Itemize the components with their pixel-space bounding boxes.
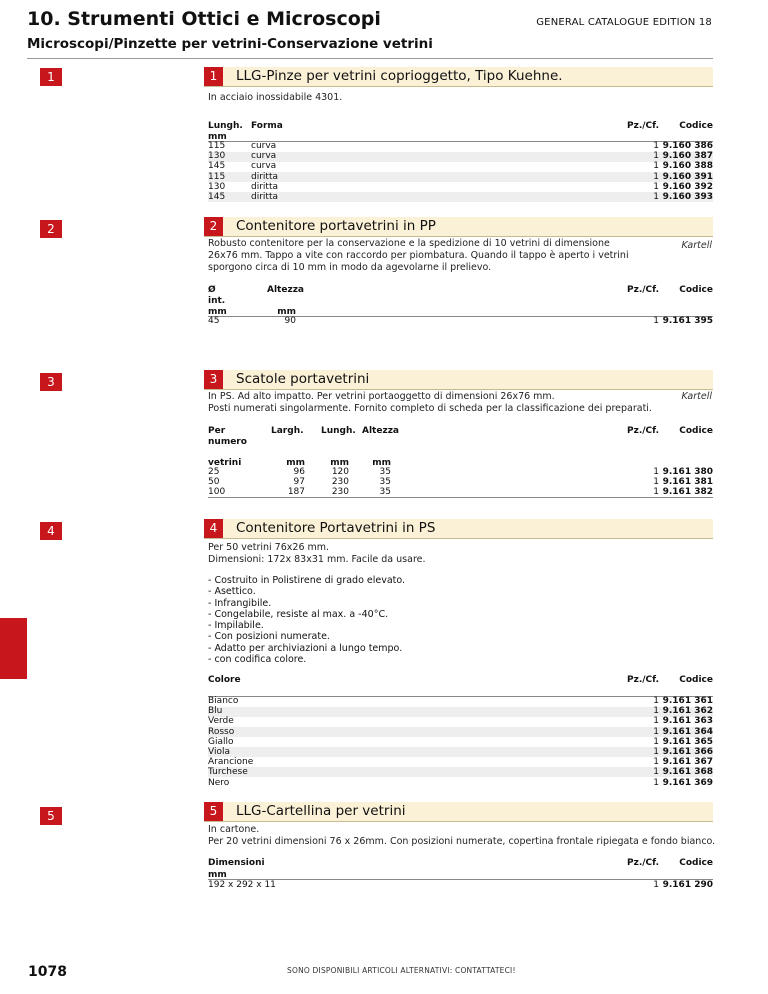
section-number: 4	[204, 519, 223, 538]
col-unit-mm: mm	[330, 458, 349, 468]
table-row: 115 diritta 1 9.160 391	[208, 171, 713, 182]
col-unit-mm: mm	[286, 458, 305, 468]
table-row: 192 x 292 x 11 1 9.161 290	[208, 880, 713, 890]
table-row: Turchese 1 9.161 368	[208, 767, 713, 778]
col-codice: Codice	[679, 675, 713, 685]
col-lungh: Lungh.	[208, 121, 243, 131]
table-row: Viola 1 9.161 366	[208, 746, 713, 757]
section-1-header	[204, 67, 713, 87]
table-1-body	[208, 141, 713, 202]
table-row: 45 90 1 9.161 395	[208, 316, 713, 326]
table-row: Bianco 1 9.161 361	[208, 696, 713, 706]
section-5-header	[204, 802, 713, 822]
image-marker-1: 1	[40, 68, 62, 86]
col-pz: Pz./Cf.	[627, 426, 659, 436]
feature-list	[208, 575, 405, 665]
table-row: 25 96 120 35 1 9.161 380	[208, 467, 713, 477]
section-number: 2	[204, 217, 223, 236]
footer-note: SONO DISPONIBILI ARTICOLI ALTERNATIVI: CONTATTATECI!	[287, 966, 516, 975]
col-pz: Pz./Cf.	[627, 285, 659, 295]
list-item: - Congelabile, resiste al max. a -40°C.	[208, 609, 405, 620]
col-altezza: Altezza	[267, 285, 305, 295]
section-1-description: In acciaio inossidabile 4301.	[208, 92, 343, 103]
col-pz: Pz./Cf.	[627, 675, 659, 685]
list-item: - Infrangibile.	[208, 598, 405, 609]
page-number: 1078	[28, 964, 67, 980]
table-row: 130 diritta 1 9.160 392	[208, 181, 713, 192]
section-5-description: In cartone. Per 20 vetrini dimensioni 76 x 26mm. Con posizioni numerate, copertina frontale ripiegata e fondo bianco.	[208, 824, 716, 847]
col-pz: Pz./Cf.	[627, 121, 659, 131]
list-item: - Impilabile.	[208, 620, 405, 631]
table-row: Giallo 1 9.161 365	[208, 736, 713, 747]
list-item: - con codifica colore.	[208, 654, 405, 665]
col-unit-mm: mm	[277, 307, 296, 317]
list-item: - Con posizioni numerate.	[208, 631, 405, 642]
col-codice: Codice	[679, 285, 713, 295]
col-codice: Codice	[679, 858, 713, 868]
section-3-description: In PS. Ad alto impatto. Per vetrini portaoggetto di dimensioni 26x76 mm. Posti numerati singolarmente. Fornito completo di scheda per la classificazione dei preparati.	[208, 391, 652, 414]
table-row: Nero 1 9.161 369	[208, 777, 713, 788]
brand-label: Kartell	[681, 240, 712, 251]
section-title: LLG-Pinze per vetrini coprioggetto, Tipo Kuehne.	[236, 68, 563, 84]
table-rule	[208, 497, 713, 498]
table-row: Verde 1 9.161 363	[208, 716, 713, 727]
image-marker-4: 4	[40, 522, 62, 540]
col-dimensioni: Dimensioni	[208, 858, 265, 868]
chapter-title: 10. Strumenti Ottici e Microscopi	[27, 8, 381, 30]
list-item: - Costruito in Polistirene di grado elevato.	[208, 575, 405, 586]
chapter-subtitle: Microscopi/Pinzette per vetrini-Conservazione vetrini	[27, 36, 433, 52]
col-int: int.	[208, 296, 226, 306]
table-row: 50 97 230 35 1 9.161 381	[208, 477, 713, 488]
section-number: 1	[204, 67, 223, 86]
section-4-header	[204, 519, 713, 539]
col-codice: Codice	[679, 121, 713, 131]
col-forma: Forma	[251, 121, 283, 131]
table-3-body	[208, 467, 713, 498]
col-unit-mm: mm	[208, 132, 227, 142]
col-largh: Largh.	[271, 426, 304, 436]
table-row: 145 curva 1 9.160 388	[208, 161, 713, 172]
table-row: 100 187 230 35 1 9.161 382	[208, 487, 713, 498]
col-vetrini: vetrini	[208, 458, 242, 468]
section-4-description: Per 50 vetrini 76x26 mm. Dimensioni: 172x 83x31 mm. Facile da usare.	[208, 542, 426, 565]
header-divider	[27, 58, 713, 59]
table-row: 115 curva 1 9.160 386	[208, 141, 713, 151]
table-row: 130 curva 1 9.160 387	[208, 151, 713, 162]
col-per: Per	[208, 426, 226, 436]
section-number: 3	[204, 370, 223, 389]
section-number: 5	[204, 802, 223, 821]
section-title: Contenitore Portavetrini in PS	[236, 520, 436, 536]
col-diam: Ø	[208, 285, 216, 295]
table-row: Rosso 1 9.161 364	[208, 726, 713, 737]
list-item: - Asettico.	[208, 586, 405, 597]
col-lungh: Lungh.	[321, 426, 356, 436]
section-title: Contenitore portavetrini in PP	[236, 218, 436, 234]
col-altezza: Altezza	[362, 426, 400, 436]
image-marker-2: 2	[40, 220, 62, 238]
table-row: 145 diritta 1 9.160 393	[208, 191, 713, 202]
section-3-header	[204, 370, 713, 390]
table-4-body	[208, 696, 713, 788]
col-colore: Colore	[208, 675, 241, 685]
col-numero: numero	[208, 437, 247, 447]
image-marker-5: 5	[40, 807, 62, 825]
section-2-header	[204, 217, 713, 237]
image-marker-3: 3	[40, 373, 62, 391]
table-row: Blu 1 9.161 362	[208, 706, 713, 717]
col-unit-mm: mm	[372, 458, 391, 468]
list-item: - Adatto per archiviazioni a lungo tempo.	[208, 643, 405, 654]
table-row: Arancione 1 9.161 367	[208, 757, 713, 768]
chapter-tab-marker	[0, 618, 27, 679]
section-title: LLG-Cartellina per vetrini	[236, 803, 406, 819]
catalogue-edition: GENERAL CATALOGUE EDITION 18	[536, 17, 712, 28]
col-codice: Codice	[679, 426, 713, 436]
col-unit-mm: mm	[208, 870, 227, 880]
col-pz: Pz./Cf.	[627, 858, 659, 868]
col-unit-mm: mm	[208, 307, 227, 317]
brand-label: Kartell	[681, 391, 712, 402]
section-title: Scatole portavetrini	[236, 371, 370, 387]
section-2-description: Robusto contenitore per la conservazione e la spedizione di 10 vetrini di dimensione 26x76 mm. Tappo a vite con raccordo per piombatura. Quando il tappo è aperto i vetrini sporgono circa di 10 mm in modo da agevolarne il prelievo.	[208, 238, 629, 273]
